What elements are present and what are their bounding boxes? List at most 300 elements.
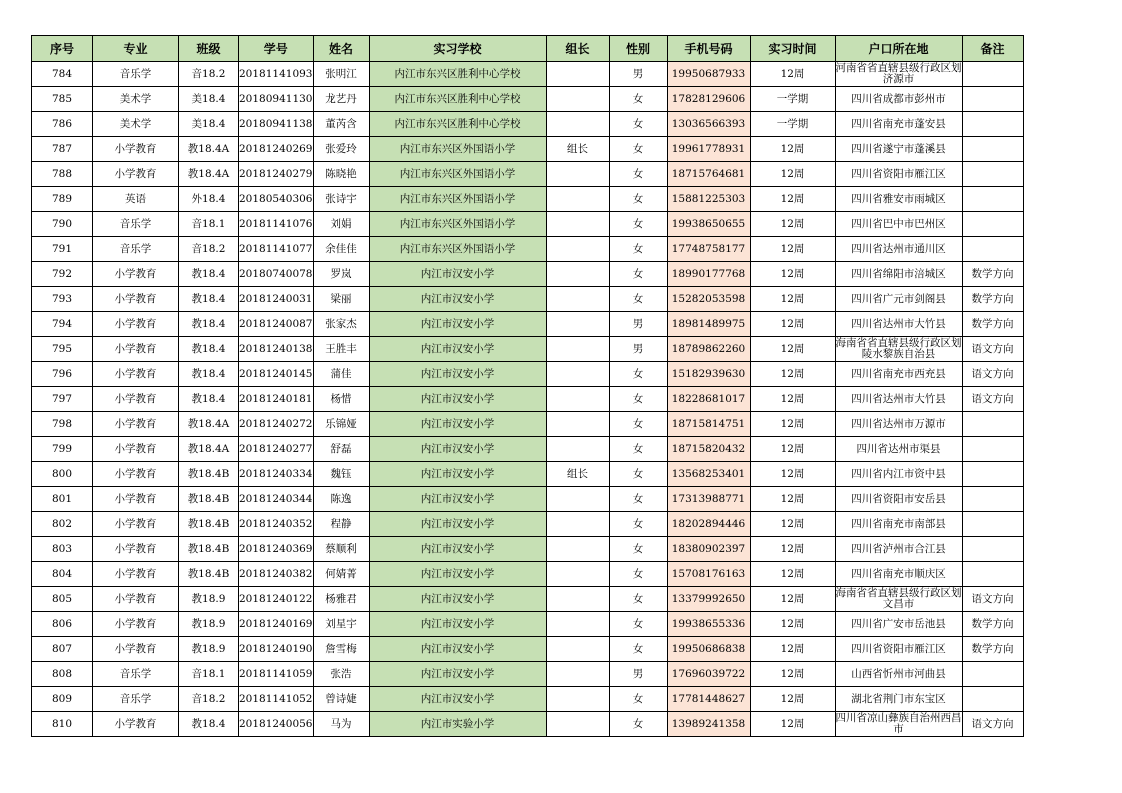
column-header-remark: 备注 [962,36,1023,62]
cell-seq: 799 [32,437,93,462]
cell-name: 余佳佳 [313,237,369,262]
cell-leader [546,212,609,237]
cell-hometown: 四川省南充市南部县 [835,512,962,537]
cell-student-id: 20181141077 [239,237,314,262]
cell-class: 教18.9 [179,587,239,612]
table-row [32,212,1024,237]
cell-remark [962,512,1023,537]
column-header-class: 班级 [179,36,239,62]
cell-student-id: 20181240279 [239,162,314,187]
cell-class: 教18.4B [179,462,239,487]
cell-phone: 13568253401 [667,462,750,487]
cell-school: 内江市汉安小学 [369,362,546,387]
cell-class: 教18.4 [179,337,239,362]
cell-phone: 15182939630 [667,362,750,387]
cell-leader [546,637,609,662]
cell-hometown: 山西省忻州市河曲县 [835,662,962,687]
cell-remark: 数学方向 [962,287,1023,312]
cell-seq: 803 [32,537,93,562]
table-row [32,612,1024,637]
cell-remark [962,412,1023,437]
cell-name: 陈晓艳 [313,162,369,187]
cell-name: 王胜丰 [313,337,369,362]
cell-student-id: 20180941138 [239,112,314,137]
cell-leader [546,612,609,637]
table-row [32,237,1024,262]
cell-hometown: 四川省达州市大竹县 [835,312,962,337]
cell-school: 内江市东兴区胜利中心学校 [369,87,546,112]
cell-student-id: 20180941130 [239,87,314,112]
cell-name: 舒磊 [313,437,369,462]
cell-phone: 18981489975 [667,312,750,337]
cell-name: 杨雅君 [313,587,369,612]
cell-remark: 数学方向 [962,637,1023,662]
cell-gender: 女 [609,612,667,637]
table-row [32,437,1024,462]
cell-phone: 19938655336 [667,612,750,637]
table-row [32,512,1024,537]
cell-school: 内江市汉安小学 [369,687,546,712]
cell-duration: 12周 [750,662,835,687]
cell-phone: 18715764681 [667,162,750,187]
cell-hometown: 四川省达州市万源市 [835,412,962,437]
cell-seq: 785 [32,87,93,112]
cell-class: 教18.4A [179,162,239,187]
cell-student-id: 20181141059 [239,662,314,687]
column-header-leader: 组长 [546,36,609,62]
cell-seq: 792 [32,262,93,287]
cell-duration: 12周 [750,62,835,87]
cell-remark: 语文方向 [962,362,1023,387]
cell-major: 小学教育 [93,512,179,537]
cell-school: 内江市汉安小学 [369,412,546,437]
cell-major: 美术学 [93,87,179,112]
cell-class: 教18.4B [179,537,239,562]
cell-class: 教18.4B [179,562,239,587]
cell-duration: 12周 [750,137,835,162]
cell-school: 内江市东兴区外国语小学 [369,237,546,262]
cell-major: 小学教育 [93,337,179,362]
cell-school: 内江市汉安小学 [369,287,546,312]
cell-gender: 男 [609,62,667,87]
cell-duration: 12周 [750,612,835,637]
table-row [32,287,1024,312]
cell-school: 内江市汉安小学 [369,612,546,637]
cell-leader: 组长 [546,462,609,487]
cell-class: 教18.4 [179,312,239,337]
table-row [32,112,1024,137]
cell-gender: 女 [609,137,667,162]
cell-gender: 女 [609,712,667,737]
cell-duration: 一学期 [750,87,835,112]
cell-remark [962,687,1023,712]
column-header-gender: 性别 [609,36,667,62]
column-header-seq: 序号 [32,36,93,62]
cell-class: 教18.9 [179,612,239,637]
cell-school: 内江市汉安小学 [369,637,546,662]
cell-hometown: 海南省省直辖县级行政区划文昌市 [835,587,962,610]
cell-remark [962,537,1023,562]
cell-gender: 女 [609,112,667,137]
cell-student-id: 20181240352 [239,512,314,537]
cell-name: 蒲佳 [313,362,369,387]
cell-duration: 12周 [750,387,835,412]
cell-hometown: 四川省凉山彝族自治州西昌市 [835,712,962,735]
cell-student-id: 20181240138 [239,337,314,362]
cell-major: 小学教育 [93,312,179,337]
cell-major: 小学教育 [93,387,179,412]
cell-school: 内江市东兴区外国语小学 [369,162,546,187]
cell-name: 罗岚 [313,262,369,287]
cell-phone: 19961778931 [667,137,750,162]
table-row [32,537,1024,562]
cell-student-id: 20181240272 [239,412,314,437]
cell-class: 教18.4 [179,362,239,387]
cell-remark [962,112,1023,137]
cell-phone: 17781448627 [667,687,750,712]
cell-name: 龙艺丹 [313,87,369,112]
cell-major: 小学教育 [93,162,179,187]
cell-student-id: 20181240344 [239,487,314,512]
cell-name: 张浩 [313,662,369,687]
cell-major: 小学教育 [93,362,179,387]
column-header-name: 姓名 [313,36,369,62]
cell-hometown: 四川省资阳市雁江区 [835,637,962,662]
cell-leader [546,562,609,587]
cell-duration: 12周 [750,412,835,437]
table-row [32,687,1024,712]
cell-major: 小学教育 [93,487,179,512]
cell-remark [962,487,1023,512]
cell-seq: 789 [32,187,93,212]
cell-leader [546,712,609,737]
cell-gender: 女 [609,387,667,412]
cell-hometown: 四川省资阳市雁江区 [835,162,962,187]
cell-student-id: 20181240145 [239,362,314,387]
cell-leader [546,337,609,362]
column-header-hometown: 户口所在地 [835,36,962,62]
cell-student-id: 20181240277 [239,437,314,462]
cell-seq: 788 [32,162,93,187]
cell-hometown: 四川省达州市通川区 [835,237,962,262]
cell-class: 外18.4 [179,187,239,212]
cell-seq: 787 [32,137,93,162]
cell-remark: 数学方向 [962,312,1023,337]
cell-hometown: 海南省省直辖县级行政区划陵水黎族自治县 [835,337,962,360]
cell-major: 小学教育 [93,587,179,612]
cell-student-id: 20180740078 [239,262,314,287]
cell-gender: 女 [609,462,667,487]
cell-hometown: 四川省泸州市合江县 [835,537,962,562]
cell-gender: 男 [609,662,667,687]
internship-table [31,35,1024,737]
cell-seq: 793 [32,287,93,312]
cell-seq: 806 [32,612,93,637]
cell-name: 张爱玲 [313,137,369,162]
cell-duration: 12周 [750,562,835,587]
cell-duration: 12周 [750,287,835,312]
cell-gender: 女 [609,162,667,187]
cell-remark [962,87,1023,112]
cell-major: 英语 [93,187,179,212]
cell-seq: 797 [32,387,93,412]
cell-duration: 12周 [750,212,835,237]
cell-remark: 语文方向 [962,387,1023,412]
cell-seq: 798 [32,412,93,437]
cell-duration: 12周 [750,362,835,387]
cell-class: 音18.1 [179,662,239,687]
cell-major: 小学教育 [93,262,179,287]
cell-major: 小学教育 [93,137,179,162]
cell-student-id: 20181240369 [239,537,314,562]
cell-school: 内江市汉安小学 [369,512,546,537]
cell-duration: 12周 [750,162,835,187]
cell-remark [962,137,1023,162]
cell-seq: 800 [32,462,93,487]
table-row [32,387,1024,412]
cell-class: 美18.4 [179,87,239,112]
cell-name: 刘娟 [313,212,369,237]
header-row [32,36,1024,62]
cell-student-id: 20181240031 [239,287,314,312]
cell-gender: 女 [609,587,667,612]
cell-seq: 808 [32,662,93,687]
cell-student-id: 20181141076 [239,212,314,237]
cell-hometown: 四川省广安市岳池县 [835,612,962,637]
cell-leader [546,437,609,462]
cell-name: 乐锦娅 [313,412,369,437]
cell-seq: 794 [32,312,93,337]
cell-phone: 19950686838 [667,637,750,662]
table-row [32,712,1024,737]
cell-name: 杨惜 [313,387,369,412]
cell-phone: 18715820432 [667,437,750,462]
cell-school: 内江市汉安小学 [369,462,546,487]
cell-duration: 12周 [750,687,835,712]
cell-duration: 12周 [750,262,835,287]
cell-name: 刘星宇 [313,612,369,637]
cell-gender: 男 [609,312,667,337]
table-row [32,337,1024,362]
cell-hometown: 四川省绵阳市涪城区 [835,262,962,287]
cell-class: 教18.9 [179,637,239,662]
table-row [32,487,1024,512]
cell-student-id: 20181141093 [239,62,314,87]
cell-remark: 数学方向 [962,612,1023,637]
cell-phone: 15708176163 [667,562,750,587]
cell-leader [546,187,609,212]
cell-leader [546,312,609,337]
cell-major: 美术学 [93,112,179,137]
cell-gender: 女 [609,287,667,312]
cell-phone: 19938650655 [667,212,750,237]
cell-phone: 17748758177 [667,237,750,262]
cell-major: 音乐学 [93,212,179,237]
cell-remark [962,437,1023,462]
cell-gender: 男 [609,337,667,362]
cell-leader [546,162,609,187]
cell-name: 张明江 [313,62,369,87]
cell-hometown: 河南省省直辖县级行政区划济源市 [835,62,962,85]
cell-leader [546,237,609,262]
cell-school: 内江市汉安小学 [369,537,546,562]
cell-gender: 女 [609,187,667,212]
cell-student-id: 20181240169 [239,612,314,637]
cell-phone: 13036566393 [667,112,750,137]
cell-gender: 女 [609,262,667,287]
cell-duration: 12周 [750,462,835,487]
cell-hometown: 四川省资阳市安岳县 [835,487,962,512]
cell-school: 内江市汉安小学 [369,437,546,462]
cell-major: 小学教育 [93,637,179,662]
cell-hometown: 四川省成都市彭州市 [835,87,962,112]
cell-student-id: 20181240269 [239,137,314,162]
cell-school: 内江市汉安小学 [369,662,546,687]
cell-hometown: 四川省达州市大竹县 [835,387,962,412]
cell-leader [546,262,609,287]
table-body [32,62,1024,737]
cell-phone: 18990177768 [667,262,750,287]
cell-gender: 女 [609,362,667,387]
cell-leader [546,512,609,537]
cell-duration: 12周 [750,712,835,737]
cell-school: 内江市东兴区胜利中心学校 [369,112,546,137]
cell-class: 教18.4A [179,412,239,437]
cell-remark [962,212,1023,237]
cell-hometown: 四川省南充市顺庆区 [835,562,962,587]
cell-class: 美18.4 [179,112,239,137]
cell-remark: 语文方向 [962,337,1023,362]
cell-phone: 13379992650 [667,587,750,612]
cell-remark [962,237,1023,262]
cell-leader [546,112,609,137]
cell-seq: 790 [32,212,93,237]
table-row [32,187,1024,212]
table-row [32,587,1024,612]
cell-school: 内江市东兴区外国语小学 [369,137,546,162]
cell-hometown: 四川省雅安市雨城区 [835,187,962,212]
cell-duration: 一学期 [750,112,835,137]
cell-gender: 女 [609,537,667,562]
cell-duration: 12周 [750,312,835,337]
column-header-major: 专业 [93,36,179,62]
cell-remark: 语文方向 [962,712,1023,737]
cell-phone: 15881225303 [667,187,750,212]
cell-name: 魏钰 [313,462,369,487]
column-header-phone: 手机号码 [667,36,750,62]
cell-duration: 12周 [750,537,835,562]
cell-major: 小学教育 [93,437,179,462]
cell-class: 教18.4 [179,262,239,287]
cell-name: 詹雪梅 [313,637,369,662]
cell-student-id: 20180540306 [239,187,314,212]
cell-name: 何婧菁 [313,562,369,587]
table-row [32,312,1024,337]
cell-seq: 809 [32,687,93,712]
cell-class: 教18.4 [179,287,239,312]
cell-gender: 女 [609,637,667,662]
cell-gender: 女 [609,437,667,462]
cell-seq: 805 [32,587,93,612]
cell-hometown: 四川省南充市西充县 [835,362,962,387]
cell-major: 小学教育 [93,462,179,487]
cell-gender: 女 [609,562,667,587]
cell-leader [546,537,609,562]
cell-school: 内江市东兴区外国语小学 [369,212,546,237]
cell-major: 音乐学 [93,237,179,262]
cell-class: 教18.4B [179,512,239,537]
cell-remark: 语文方向 [962,587,1023,612]
cell-phone: 15282053598 [667,287,750,312]
cell-name: 梁丽 [313,287,369,312]
cell-remark [962,162,1023,187]
cell-duration: 12周 [750,587,835,612]
cell-phone: 18789862260 [667,337,750,362]
cell-leader [546,662,609,687]
cell-major: 音乐学 [93,62,179,87]
table-row [32,62,1024,87]
cell-student-id: 20181240334 [239,462,314,487]
cell-major: 小学教育 [93,412,179,437]
cell-duration: 12周 [750,487,835,512]
table-row [32,87,1024,112]
table-row [32,637,1024,662]
cell-student-id: 20181141052 [239,687,314,712]
cell-phone: 18202894446 [667,512,750,537]
cell-seq: 786 [32,112,93,137]
cell-name: 曾诗婕 [313,687,369,712]
cell-remark [962,462,1023,487]
cell-seq: 801 [32,487,93,512]
cell-name: 张诗宇 [313,187,369,212]
table-row [32,462,1024,487]
cell-school: 内江市东兴区外国语小学 [369,187,546,212]
cell-duration: 12周 [750,337,835,362]
column-header-duration: 实习时间 [750,36,835,62]
cell-school: 内江市汉安小学 [369,312,546,337]
cell-class: 音18.2 [179,687,239,712]
cell-school: 内江市汉安小学 [369,487,546,512]
cell-leader [546,387,609,412]
cell-major: 小学教育 [93,612,179,637]
cell-hometown: 四川省巴中市巴州区 [835,212,962,237]
cell-phone: 18228681017 [667,387,750,412]
cell-name: 张家杰 [313,312,369,337]
cell-school: 内江市汉安小学 [369,387,546,412]
cell-name: 蔡顺利 [313,537,369,562]
cell-remark: 数学方向 [962,262,1023,287]
cell-class: 教18.4B [179,487,239,512]
cell-leader [546,412,609,437]
cell-phone: 17828129606 [667,87,750,112]
cell-major: 小学教育 [93,712,179,737]
cell-duration: 12周 [750,637,835,662]
cell-gender: 女 [609,237,667,262]
cell-student-id: 20181240056 [239,712,314,737]
cell-phone: 19950687933 [667,62,750,87]
cell-leader [546,62,609,87]
cell-class: 音18.2 [179,237,239,262]
cell-class: 音18.1 [179,212,239,237]
cell-student-id: 20181240122 [239,587,314,612]
cell-school: 内江市汉安小学 [369,587,546,612]
cell-gender: 女 [609,412,667,437]
cell-phone: 17313988771 [667,487,750,512]
cell-hometown: 四川省内江市资中县 [835,462,962,487]
cell-class: 教18.4A [179,137,239,162]
cell-name: 程静 [313,512,369,537]
cell-phone: 18380902397 [667,537,750,562]
